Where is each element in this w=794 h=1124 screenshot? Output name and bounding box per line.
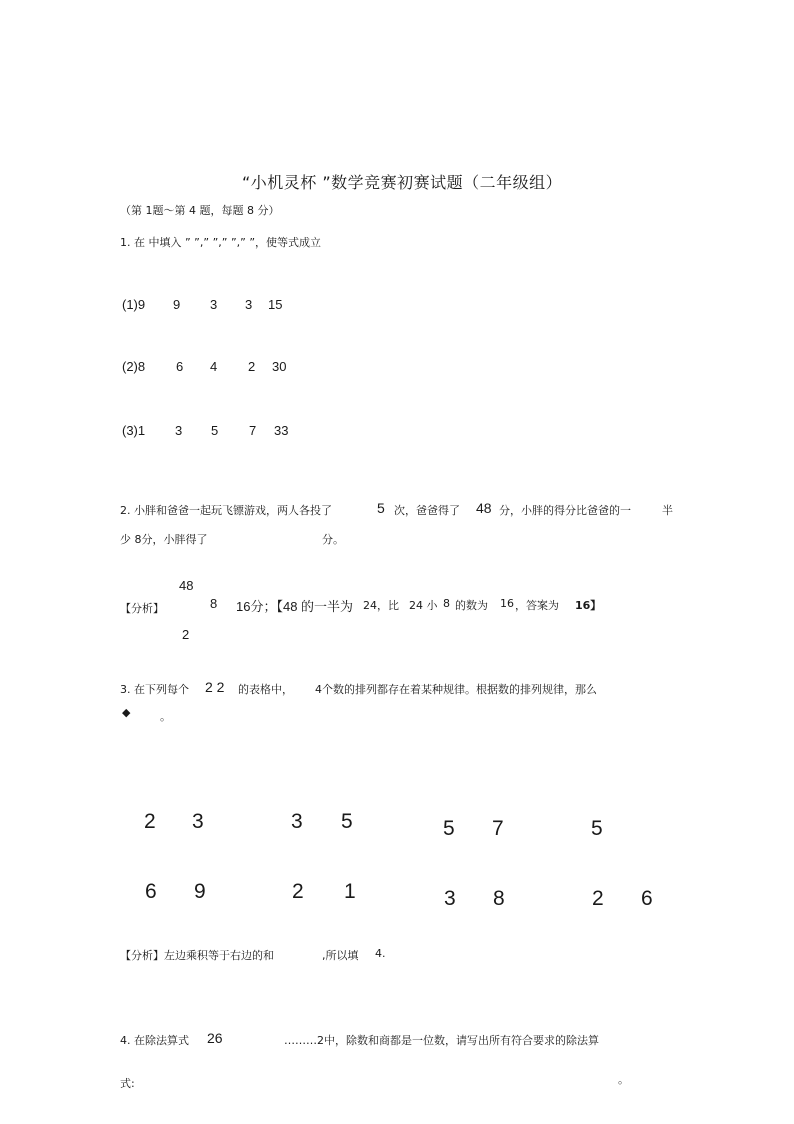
- q2-line1-b: 次，爸爸得了: [394, 504, 460, 517]
- grid-4-cell: 6: [641, 887, 653, 910]
- q1-row-2-n4: 2: [248, 359, 256, 374]
- q1-row-2-result: 30: [272, 359, 287, 374]
- grid-1-cell: 2: [144, 810, 156, 833]
- q1-row-1-n4: 3: [245, 297, 253, 312]
- q3-line1-b: 的表格中，: [238, 683, 293, 696]
- q2-analysis-half2: 24 小: [409, 599, 438, 612]
- q4-line2-a: 式:: [120, 1077, 135, 1090]
- q2-line1-num: 5: [377, 500, 385, 516]
- grid-3-cell: 7: [492, 817, 504, 840]
- q1-row-3-n3: 5: [211, 423, 219, 438]
- grid-2-cell: 5: [341, 810, 353, 833]
- q3-analysis-fill: ,所以填: [322, 949, 359, 962]
- q3-line1-a: 3. 在下列每个: [120, 683, 189, 696]
- q4-line1-a: 4. 在除法算式: [120, 1034, 189, 1047]
- q2-analysis-minus: 8: [210, 596, 218, 611]
- page-title: “小机灵杯 ”数学竞赛初赛试题（二年级组）: [242, 173, 563, 192]
- q2-line1-c: 分，小胖的得分比爸爸的一: [499, 504, 631, 517]
- q3-line1-c: 4个数的排列都存在着某种规律。根据数的排列规律，那么: [315, 683, 597, 696]
- grid-1-cell: 6: [145, 880, 157, 903]
- q2-analysis-label: 【分析】: [120, 602, 164, 615]
- q3-analysis-label: 【分析】左边乘积等于右边的和: [120, 949, 274, 962]
- q1-stem: 1. 在 中填入 ” ”,” ”,” ”,” ”，使等式成立: [120, 236, 322, 249]
- q1-row-1-n3: 3: [210, 297, 218, 312]
- grid-3-cell: 5: [443, 817, 455, 840]
- q2-analysis-answer: 16】: [575, 599, 602, 612]
- q1-row-1-label: (1)9: [122, 297, 146, 312]
- q1-row-3-n2: 3: [175, 423, 183, 438]
- q2-analysis-denominator: 2: [182, 627, 190, 642]
- grid-1-cell: 3: [192, 810, 204, 833]
- q2-analysis-text2: 的数为: [455, 599, 488, 612]
- q3-line2-end: 。: [160, 710, 171, 723]
- grid-2-cell: 2: [292, 880, 304, 903]
- q2-analysis-text3: ，答案为: [515, 599, 559, 612]
- grid-1-cell: 9: [194, 880, 206, 903]
- q2-line2-a: 少 8分，小胖得了: [120, 533, 208, 546]
- q1-row-1-result: 15: [268, 297, 283, 312]
- q1-row-3-n4: 7: [249, 423, 257, 438]
- q4-line2-end: 。: [618, 1073, 629, 1086]
- grid-2-cell: 1: [344, 880, 356, 903]
- q1-row-2-n2: 6: [176, 359, 184, 374]
- q1-row-3-result: 33: [274, 423, 289, 438]
- q2-analysis-result: 16分；【48 的一半为: [236, 599, 354, 614]
- q4-line1-num: 26: [207, 1030, 223, 1046]
- diamond-icon: ◆: [122, 706, 131, 719]
- grid-3-cell: 3: [444, 887, 456, 910]
- q2-analysis-eight: 8: [443, 597, 450, 610]
- q1-row-2-label: (2)8: [122, 359, 146, 374]
- q1-row-2-n3: 4: [210, 359, 218, 374]
- grid-4-cell: 5: [591, 817, 603, 840]
- q1-row-3-label: (3)1: [122, 423, 146, 438]
- q2-line2-b: 分。: [322, 533, 344, 546]
- q2-line1-score: 48: [476, 500, 492, 516]
- q3-line1-grid: 2 2: [205, 679, 225, 695]
- q2-analysis-half: 24，比: [363, 599, 399, 612]
- grid-3-cell: 8: [493, 887, 505, 910]
- grid-2-cell: 3: [291, 810, 303, 833]
- grid-4-cell: 2: [592, 887, 604, 910]
- q2-analysis-sixteen: 16: [500, 597, 514, 610]
- q2-line1-a: 2. 小胖和爸爸一起玩飞镖游戏，两人各投了: [120, 504, 332, 517]
- q4-line1-b: ………2中，除数和商都是一位数，请写出所有符合要求的除法算: [284, 1034, 599, 1047]
- q3-analysis-answer: 4.: [375, 947, 386, 960]
- section-note: （第 1题～第 4 题，每题 8 分）: [120, 204, 280, 217]
- q1-row-1-n2: 9: [173, 297, 181, 312]
- q2-line1-d: 半: [662, 504, 673, 517]
- q2-analysis-numerator: 48: [179, 578, 194, 593]
